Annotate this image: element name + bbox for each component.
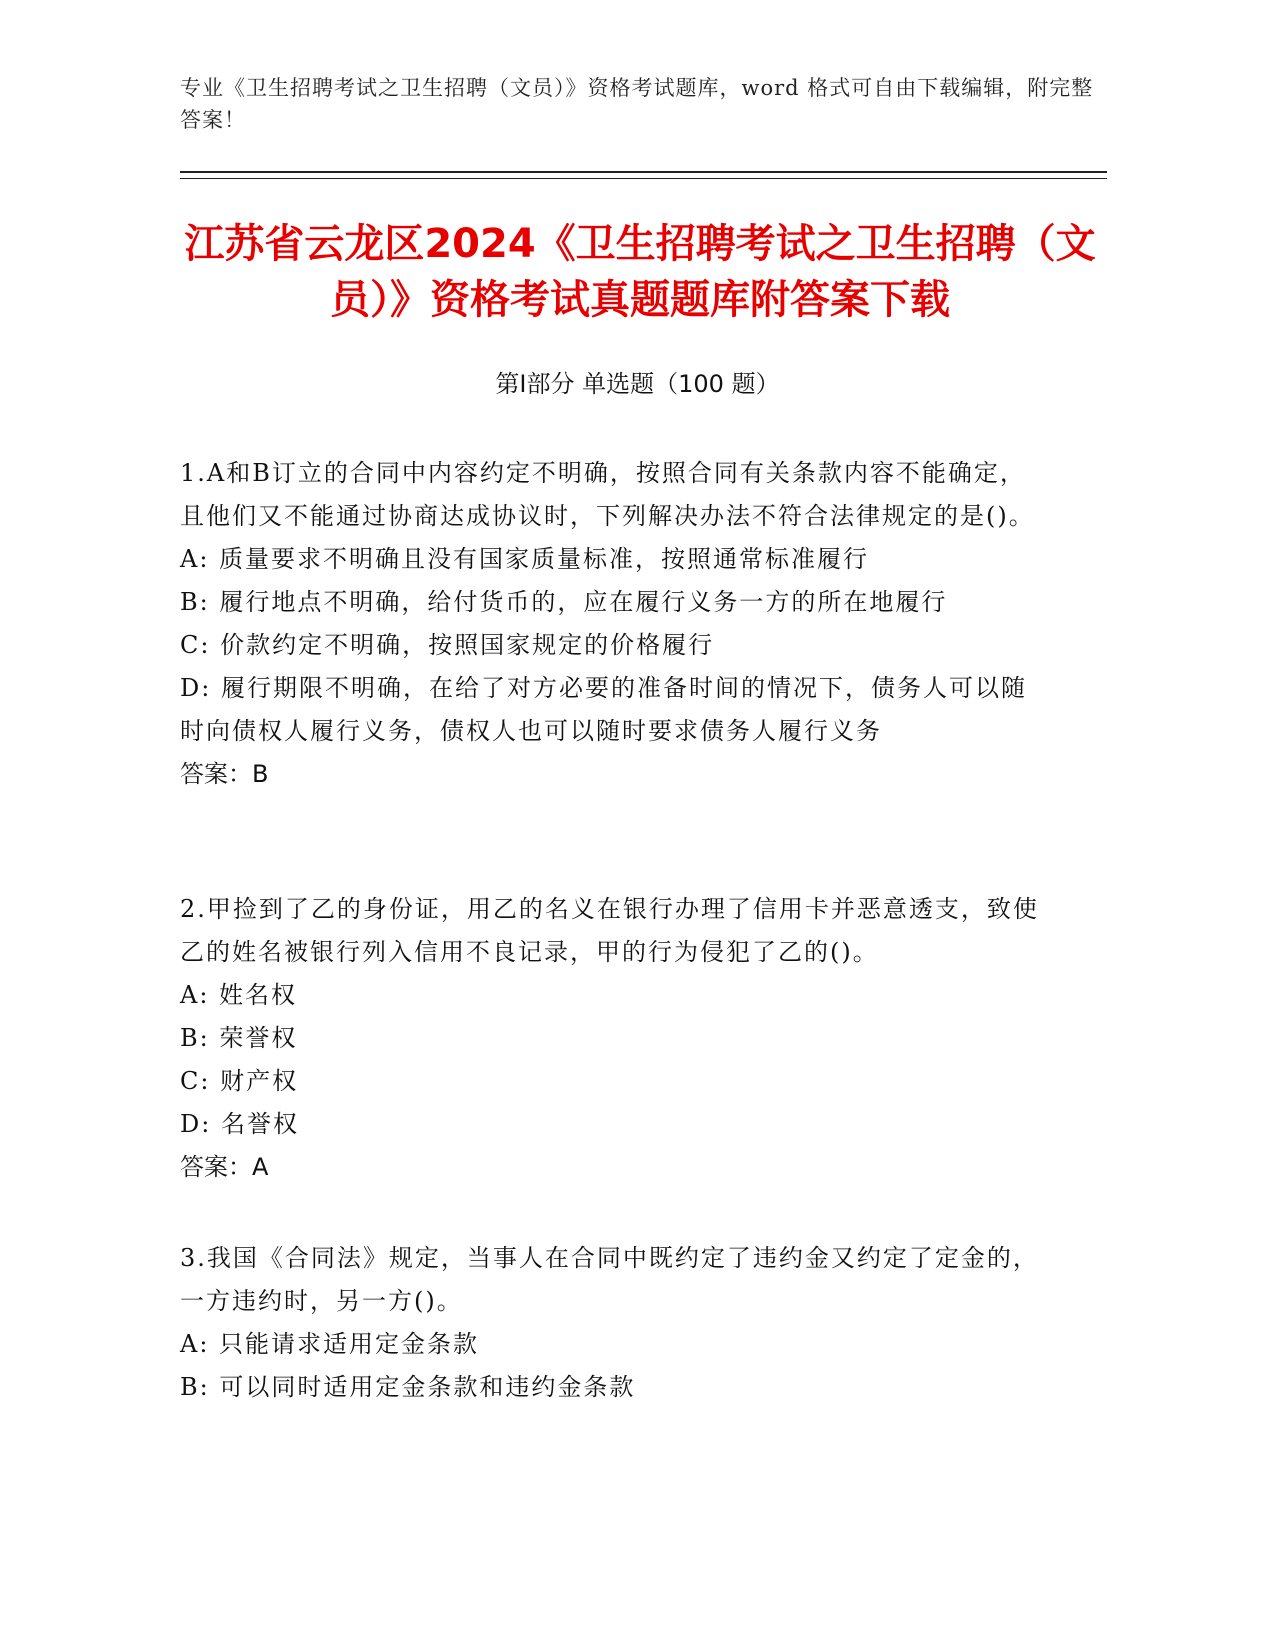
section-heading: 第Ⅰ部分 单选题（100 题） — [495, 370, 780, 398]
option-c: C: 财产权 — [180, 1067, 299, 1095]
header-note: 专业《卫生招聘考试之卫生招聘（文员）》资格考试题库，word 格式可自由下载编辑，附完整答案！ — [180, 76, 1094, 132]
header-divider-thin — [180, 178, 1107, 179]
option-d: D: 履行期限不明确，在给了对方必要的准备时间的情况下，债务人可以随时向债权人履行义务，债权人也可以随时要求债务人履行义务 — [180, 674, 1027, 745]
option-a: A: 只能请求适用定金条款 — [180, 1330, 480, 1358]
question-1 — [180, 452, 1050, 796]
option-a: A: 姓名权 — [180, 981, 298, 1009]
option-b: B: 履行地点不明确，给付货币的，应在履行义务一方的所在地履行 — [180, 588, 948, 616]
question-stem: 3.我国《合同法》规定，当事人在合同中既约定了违约金又约定了定金的，一方违约时，另一方()。 — [180, 1244, 1039, 1315]
option-a: A: 质量要求不明确且没有国家质量标准，按照通常标准履行 — [180, 545, 870, 573]
option-d: D: 名誉权 — [180, 1110, 299, 1138]
option-b: B: 荣誉权 — [180, 1024, 298, 1052]
question-stem: 2.甲捡到了乙的身份证，用乙的名义在银行办理了信用卡并恶意透支，致使乙的姓名被银行列入信用不良记录，甲的行为侵犯了乙的()。 — [180, 895, 1039, 966]
question-stem: 1.A和B订立的合同中内容约定不明确，按照合同有关条款内容不能确定，且他们又不能通过协商达成协议时，下列解决办法不符合法律规定的是()。 — [180, 459, 1035, 530]
question-3 — [180, 1237, 1050, 1409]
answer: 答案：B — [180, 760, 269, 788]
header-divider-thick — [180, 171, 1107, 173]
option-b: B: 可以同时适用定金条款和违约金条款 — [180, 1373, 636, 1401]
document-title: 江苏省云龙区2024《卫生招聘考试之卫生招聘（文员）》资格考试真题题库附答案下载 — [184, 221, 1096, 323]
answer: 答案：A — [180, 1153, 269, 1181]
question-2 — [180, 888, 1050, 1189]
option-c: C: 价款约定不明确，按照国家规定的价格履行 — [180, 631, 715, 659]
